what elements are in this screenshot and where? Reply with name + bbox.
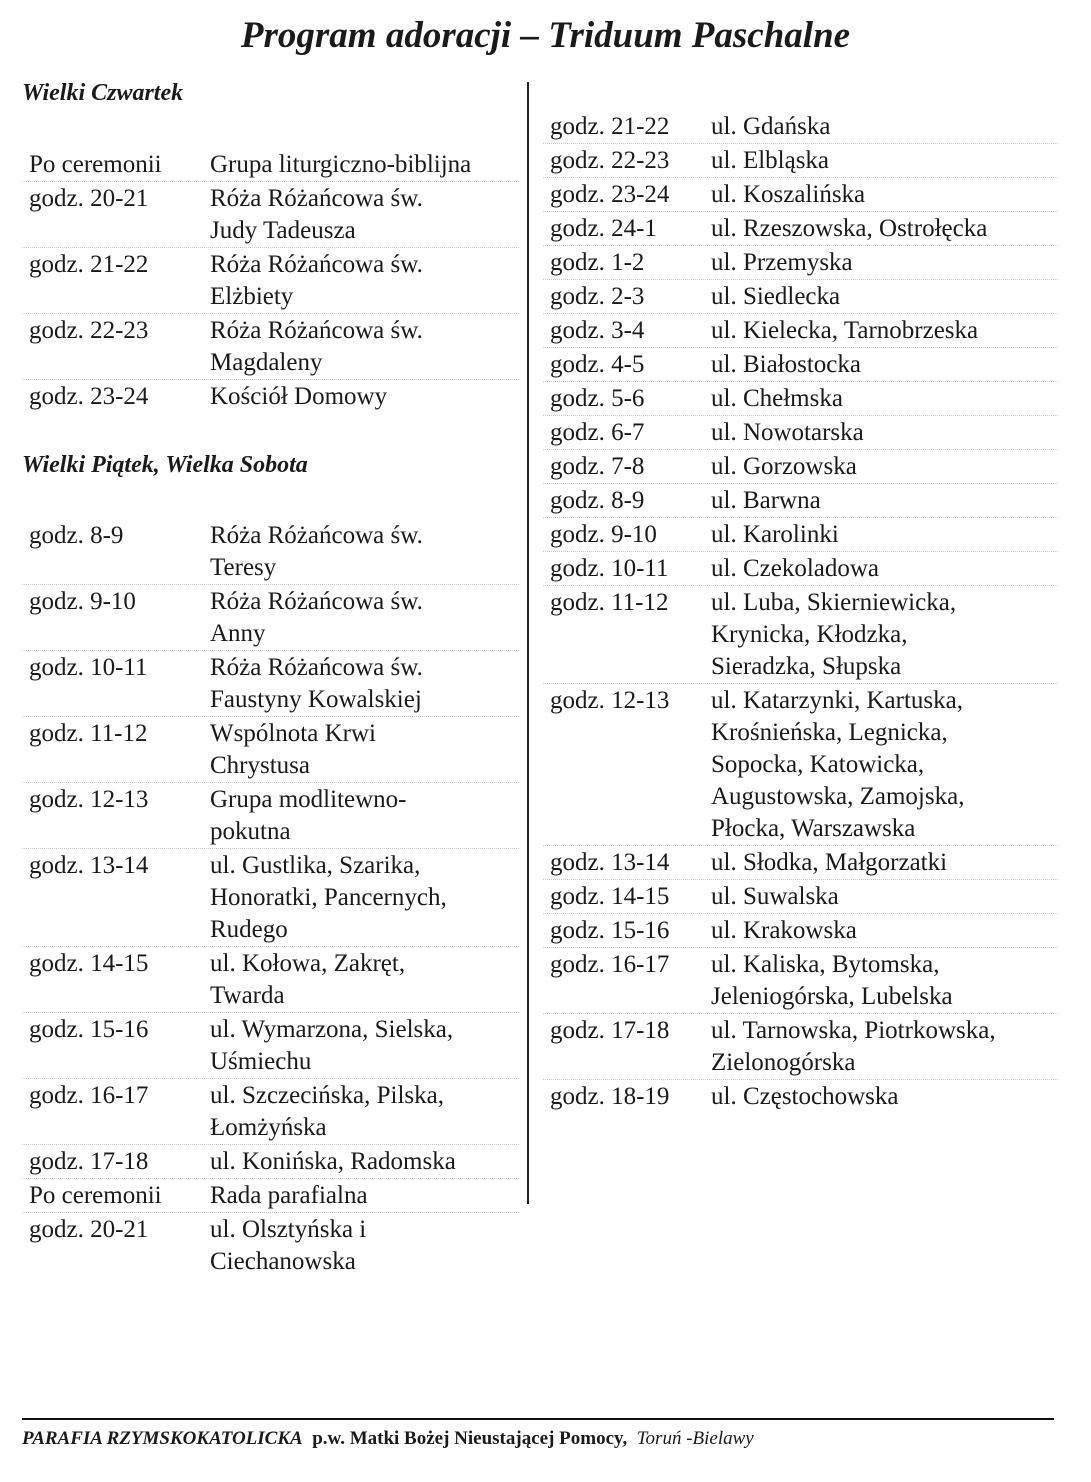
assignment-line: ul. Katarzynki, Kartuska, — [711, 687, 964, 714]
schedule-row — [22, 849, 519, 947]
assignment-line: ul. Kaliska, Bytomska, — [711, 951, 940, 978]
assignment-line: ul. Suwalska — [711, 883, 839, 910]
assignment — [210, 784, 519, 848]
assignment — [711, 417, 1058, 449]
schedule-row — [543, 110, 1058, 144]
assignment-line: ul. Olsztyńska i — [210, 1216, 367, 1243]
schedule-row — [543, 552, 1058, 586]
time-slot: godz. 5-6 — [550, 385, 645, 412]
schedule-row — [543, 518, 1058, 552]
assignment-line: ul. Gdańska — [711, 113, 831, 140]
schedule-row — [22, 1213, 519, 1278]
schedule-thursday — [22, 148, 519, 413]
time-slot: godz. 22-23 — [550, 147, 670, 174]
column-divider — [527, 82, 529, 1204]
page-title: Program adoracji – Triduum Paschalne — [240, 15, 851, 56]
assignment-line: Płocka, Warszawska — [711, 815, 916, 842]
assignment-line: Anny — [210, 620, 266, 647]
time-slot: godz. 23-24 — [29, 383, 149, 410]
time-slot: godz. 24-1 — [550, 215, 657, 242]
assignment-line: Faustyny Kowalskiej — [210, 686, 422, 713]
assignment-line: Róża Różańcowa św. — [210, 522, 423, 549]
schedule-row — [543, 212, 1058, 246]
schedule-row — [22, 783, 519, 849]
time-slot: godz. 1-2 — [550, 249, 645, 276]
assignment-line: Rada parafialna — [210, 1182, 368, 1209]
time-slot: godz. 3-4 — [550, 317, 645, 344]
time-slot: godz. 11-12 — [550, 589, 669, 616]
assignment-line: ul. Słodka, Małgorzatki — [711, 849, 948, 876]
schedule-row — [543, 450, 1058, 484]
schedule-row — [22, 380, 519, 413]
assignment-line: Chrystusa — [210, 752, 310, 779]
assignment — [210, 249, 519, 313]
time-slot: godz. 17-18 — [550, 1017, 670, 1044]
assignment — [711, 383, 1058, 415]
assignment — [210, 1014, 519, 1078]
schedule-row — [543, 948, 1058, 1014]
time-slot: godz. 12-13 — [29, 786, 149, 813]
assignment-line: ul. Częstochowska — [711, 1083, 899, 1110]
assignment — [711, 213, 1058, 245]
assignment — [711, 111, 1058, 143]
schedule-row — [22, 519, 519, 585]
schedule-right-column — [543, 110, 1058, 1113]
assignment-line: Magdaleny — [210, 349, 323, 376]
assignment-line: Augustowska, Zamojska, — [711, 783, 965, 810]
assignment — [711, 949, 1058, 1013]
assignment — [210, 948, 519, 1012]
time-slot: godz. 9-10 — [550, 521, 657, 548]
time-slot: godz. 11-12 — [29, 720, 148, 747]
assignment — [711, 349, 1058, 381]
schedule-row — [22, 1145, 519, 1179]
footer-rule — [22, 1418, 1054, 1420]
assignment-line: Łomżyńska — [210, 1114, 327, 1141]
time-slot: godz. 6-7 — [550, 419, 645, 446]
assignment — [210, 850, 519, 946]
assignment — [210, 652, 519, 716]
assignment-line: Elżbiety — [210, 283, 294, 310]
time-slot: godz. 20-21 — [29, 185, 149, 212]
assignment-line: ul. Luba, Skierniewicka, — [711, 589, 957, 616]
schedule-friday-saturday — [22, 519, 519, 1278]
assignment — [210, 315, 519, 379]
time-slot: godz. 8-9 — [550, 487, 645, 514]
assignment-line: Krośnieńska, Legnicka, — [711, 719, 948, 746]
schedule-row — [543, 1080, 1058, 1113]
assignment — [711, 553, 1058, 585]
assignment-line: Sieradzka, Słupska — [711, 653, 902, 680]
time-slot: godz. 15-16 — [550, 917, 670, 944]
assignment-line: ul. Gustlika, Szarika, — [210, 852, 421, 879]
assignment-line: Uśmiechu — [210, 1048, 312, 1075]
schedule-row — [543, 416, 1058, 450]
assignment — [711, 1015, 1058, 1079]
time-slot: godz. 9-10 — [29, 588, 136, 615]
schedule-row — [543, 846, 1058, 880]
time-slot: godz. 16-17 — [550, 951, 670, 978]
assignment-line: ul. Elbląska — [711, 147, 830, 174]
time-slot: godz. 10-11 — [550, 555, 669, 582]
assignment — [210, 149, 519, 181]
assignment — [210, 1180, 519, 1212]
assignment — [711, 179, 1058, 211]
assignment-line: Krynicka, Kłodzka, — [711, 621, 908, 648]
assignment-line: ul. Tarnowska, Piotrkowska, — [711, 1017, 996, 1044]
assignment — [210, 183, 519, 247]
schedule-row — [543, 178, 1058, 212]
schedule-row — [22, 248, 519, 314]
assignment-line: Ciechanowska — [210, 1248, 356, 1275]
assignment — [711, 247, 1058, 279]
assignment-line: ul. Szczecińska, Pilska, — [210, 1082, 444, 1109]
assignment-line: Róża Różańcowa św. — [210, 654, 423, 681]
schedule-row — [543, 684, 1058, 846]
schedule-row — [543, 914, 1058, 948]
assignment-line: Twarda — [210, 982, 285, 1009]
schedule-row — [543, 280, 1058, 314]
schedule-row — [22, 651, 519, 717]
time-slot: godz. 21-22 — [29, 251, 149, 278]
time-slot: godz. 14-15 — [29, 950, 149, 977]
assignment — [711, 1081, 1058, 1113]
schedule-row — [543, 880, 1058, 914]
assignment-line: Honoratki, Pancernych, — [210, 884, 447, 911]
time-slot: godz. 23-24 — [550, 181, 670, 208]
schedule-row — [543, 382, 1058, 416]
schedule-row — [22, 947, 519, 1013]
assignment-line: ul. Czekoladowa — [711, 555, 880, 582]
assignment-line: ul. Nowotarska — [711, 419, 864, 446]
schedule-row — [543, 348, 1058, 382]
time-slot: godz. 18-19 — [550, 1083, 670, 1110]
time-slot: godz. 17-18 — [29, 1148, 149, 1175]
time-slot: godz. 13-14 — [29, 852, 149, 879]
footer-location: Toruń -Bielawy — [636, 1428, 754, 1449]
assignment — [711, 915, 1058, 947]
assignment-line: Jeleniogórska, Lubelska — [711, 983, 953, 1010]
assignment — [711, 485, 1058, 517]
schedule-row — [22, 717, 519, 783]
time-slot: godz. 4-5 — [550, 351, 645, 378]
assignment-line: ul. Gorzowska — [711, 453, 857, 480]
assignment — [711, 451, 1058, 483]
assignment-line: ul. Chełmska — [711, 385, 843, 412]
assignment — [210, 1080, 519, 1144]
schedule-row — [543, 1014, 1058, 1080]
time-slot: godz. 10-11 — [29, 654, 148, 681]
schedule-row — [543, 144, 1058, 178]
assignment — [711, 145, 1058, 177]
section-heading-thursday: Wielki Czwartek — [22, 80, 184, 106]
time-slot: godz. 8-9 — [29, 522, 124, 549]
assignment-line: ul. Karolinki — [711, 521, 839, 548]
schedule-row — [22, 148, 519, 182]
schedule-row — [22, 1079, 519, 1145]
assignment — [210, 1214, 519, 1278]
assignment-line: Róża Różańcowa św. — [210, 251, 423, 278]
time-slot: Po ceremonii — [29, 151, 162, 178]
schedule-row — [543, 246, 1058, 280]
schedule-row — [543, 314, 1058, 348]
assignment-line: Grupa liturgiczno-biblijna — [210, 151, 472, 178]
assignment-line: ul. Siedlecka — [711, 283, 841, 310]
schedule-row — [22, 585, 519, 651]
schedule-row — [22, 1179, 519, 1213]
schedule-row — [22, 182, 519, 248]
assignment-line: ul. Wymarzona, Sielska, — [210, 1016, 454, 1043]
assignment-line: ul. Kielecka, Tarnobrzeska — [711, 317, 979, 344]
schedule-row — [22, 314, 519, 380]
assignment-line: Grupa modlitewno- — [210, 786, 407, 813]
assignment-line: ul. Krakowska — [711, 917, 857, 944]
time-slot: godz. 7-8 — [550, 453, 645, 480]
assignment-line: Sopocka, Katowicka, — [711, 751, 925, 778]
section-heading-friday-saturday: Wielki Piątek, Wielka Sobota — [22, 452, 308, 478]
assignment-line: Róża Różańcowa św. — [210, 185, 423, 212]
assignment — [210, 718, 519, 782]
time-slot: godz. 2-3 — [550, 283, 645, 310]
assignment — [711, 281, 1058, 313]
assignment-line: ul. Konińska, Radomska — [210, 1148, 456, 1175]
assignment — [210, 381, 519, 413]
time-slot: godz. 22-23 — [29, 317, 149, 344]
assignment-line: Teresy — [210, 554, 277, 581]
time-slot: godz. 15-16 — [29, 1016, 149, 1043]
assignment — [210, 586, 519, 650]
assignment-line: Róża Różańcowa św. — [210, 317, 423, 344]
assignment — [711, 519, 1058, 551]
assignment — [210, 520, 519, 584]
assignment — [711, 881, 1058, 913]
assignment-line: ul. Barwna — [711, 487, 821, 514]
footer — [22, 1428, 754, 1450]
schedule-row — [543, 586, 1058, 684]
assignment — [210, 1146, 519, 1178]
assignment-line: Róża Różańcowa św. — [210, 588, 423, 615]
assignment-line: Judy Tadeusza — [210, 217, 356, 244]
footer-patron: p.w. Matki Bożej Nieustającej Pomocy, — [312, 1428, 628, 1449]
time-slot: godz. 16-17 — [29, 1082, 149, 1109]
schedule-row — [543, 484, 1058, 518]
assignment-line: ul. Rzeszowska, Ostrołęcka — [711, 215, 988, 242]
assignment-line: pokutna — [210, 818, 291, 845]
assignment-line: Zielonogórska — [711, 1049, 856, 1076]
assignment — [711, 587, 1058, 683]
assignment-line: ul. Kołowa, Zakręt, — [210, 950, 406, 977]
time-slot: godz. 13-14 — [550, 849, 670, 876]
assignment — [711, 847, 1058, 879]
footer-parish: PARAFIA RZYMSKOKATOLICKA — [22, 1428, 303, 1449]
assignment-line: ul. Białostocka — [711, 351, 861, 378]
time-slot: Po ceremonii — [29, 1182, 162, 1209]
time-slot: godz. 20-21 — [29, 1216, 149, 1243]
assignment-line: Wspólnota Krwi — [210, 720, 376, 747]
assignment — [711, 315, 1058, 347]
assignment-line: Rudego — [210, 916, 288, 943]
assignment — [711, 685, 1058, 845]
time-slot: godz. 12-13 — [550, 687, 670, 714]
assignment-line: Kościół Domowy — [210, 383, 388, 410]
assignment-line: ul. Przemyska — [711, 249, 853, 276]
time-slot: godz. 14-15 — [550, 883, 670, 910]
time-slot: godz. 21-22 — [550, 113, 670, 140]
assignment-line: ul. Koszalińska — [711, 181, 866, 208]
schedule-row — [22, 1013, 519, 1079]
